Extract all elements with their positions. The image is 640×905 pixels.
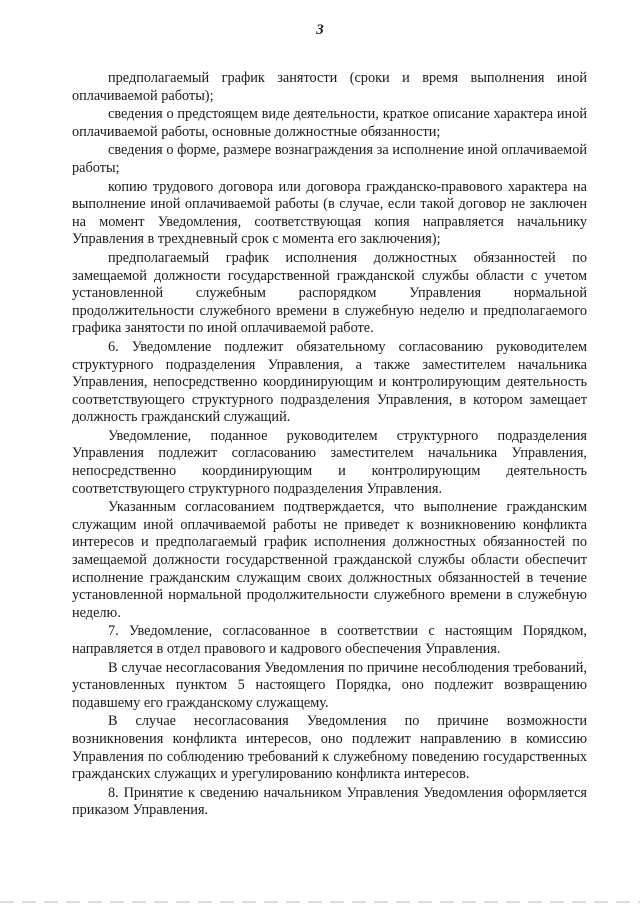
paragraph-activity-info: сведения о предстоящем виде деятельности, краткое описание характера иной оплачиваемой работы, основные должностные обязанности; <box>72 106 587 140</box>
scan-edge-artifact <box>0 901 640 903</box>
paragraph-clause-7: 7. Уведомление, согласованное в соответствии с настоящим Порядком, направляется в отдел правового и кадрового обеспечения Управления. <box>72 623 587 657</box>
document-body <box>72 70 587 820</box>
paragraph-work-schedule: предполагаемый график занятости (сроки и время выполнения иной оплачиваемой работы); <box>72 70 587 104</box>
paragraph-approval-confirms: Указанным согласованием подтверждается, что выполнение гражданским служащим иной оплачиваемой работы не приведет к возникновению конфликта интересов и предполагаемый график исполнения должностных обязанностей по замещаемой должности государственной гражданской службы области обеспечит исполнение гражданским служащим своих должностных обязанностей в течение установленной нормальной продолжительности служебного времени в служебную неделю. <box>72 499 587 621</box>
paragraph-rejection-conflict: В случае несогласования Уведомления по причине возможности возникновения конфликта интересов, оно подлежит направлению в комиссию Управления по соблюдению требований к служебному поведению государственных гражданских служащих и урегулированию конфликта интересов. <box>72 713 587 783</box>
paragraph-remuneration-info: сведения о форме, размере вознаграждения за исполнение иной оплачиваемой работы; <box>72 142 587 176</box>
paragraph-rejection-clause-5: В случае несогласования Уведомления по причине несоблюдения требований, установленных пунктом 5 настоящего Порядка, оно подлежит возвращению подавшему его гражданскому служащему. <box>72 659 587 711</box>
page-number: 3 <box>316 22 324 38</box>
paragraph-contract-copy: копию трудового договора или договора гражданско-правового характера на выполнение иной оплачиваемой работы (в случае, если такой договор не заключен на момент Уведомления, соответствующая копия направляется начальнику Управления в трехдневный срок с момента его заключения); <box>72 178 587 248</box>
paragraph-duties-schedule: предполагаемый график исполнения должностных обязанностей по замещаемой должности государственной гражданской службы области с учетом установленной служебным распорядком Управления нормальной продолжительности служебного времени в служебную неделю и предполагаемого графика занятости по иной оплачиваемой работе. <box>72 249 587 337</box>
paragraph-clause-6: 6. Уведомление подлежит обязательному согласованию руководителем структурного подразделения Управления, а также заместителем начальника Управления, непосредственно координирующим и контролирующим деятельность соответствующего структурного подразделения Управления, в котором замещает должность гражданский служащий. <box>72 338 587 426</box>
paragraph-clause-8: 8. Принятие к сведению начальником Управления Уведомления оформляется приказом Управления. <box>72 784 587 819</box>
paragraph-head-notice: Уведомление, поданное руководителем структурного подразделения Управления подлежит согласованию заместителем начальника Управления, непосредственно координирующим и контролирующим деятельность соответствующего структурного подразделения Управления. <box>72 427 587 497</box>
